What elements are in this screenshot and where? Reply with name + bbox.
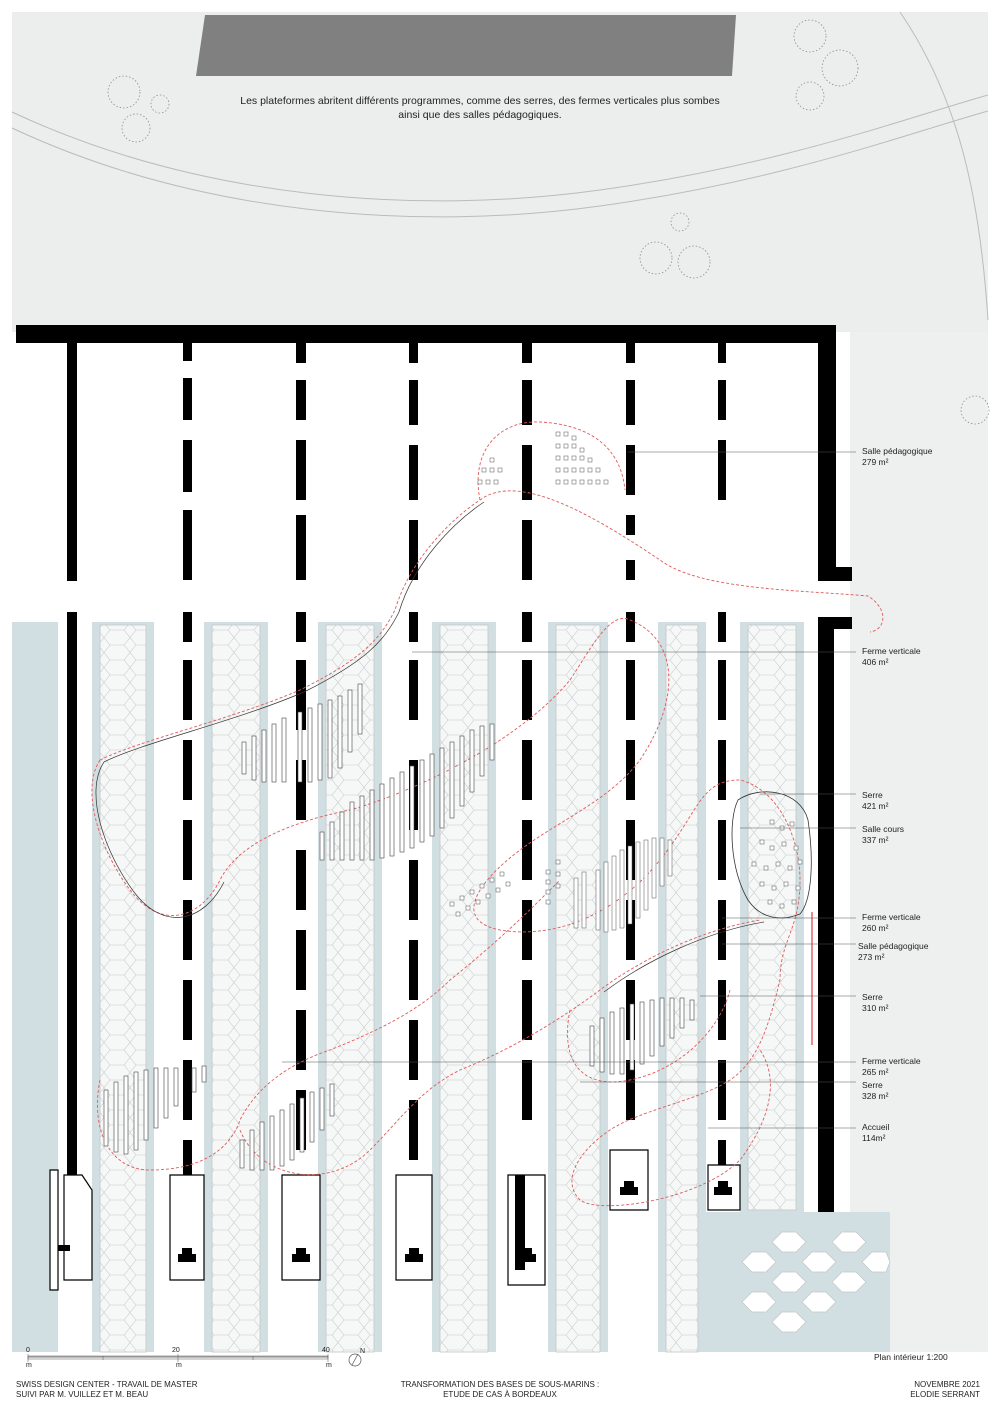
- scale-unit-0: m: [26, 1362, 32, 1369]
- label-area: 310 m²: [862, 1002, 889, 1013]
- plan-scale-title: Plan intérieur 1:200: [874, 1352, 948, 1362]
- footer-supervisors: SUIVI PAR M. VUILLEZ ET M. BEAU: [16, 1390, 149, 1399]
- pier-end-marks: [58, 1175, 732, 1270]
- scale-tick-20: 20: [172, 1347, 180, 1354]
- label-name: Ferme verticale: [862, 912, 921, 922]
- north-label: N: [360, 1348, 366, 1355]
- scale-unit-40: m: [326, 1362, 332, 1369]
- footer-project-subtitle: ETUDE DE CAS À BORDEAUX: [443, 1390, 557, 1399]
- footer-date: NOVEMBRE 2021: [914, 1380, 980, 1389]
- label-area: 279 m²: [862, 456, 889, 467]
- label-name: Salle cours: [862, 824, 905, 834]
- neighbouring-building: [196, 15, 736, 76]
- footer-left: [16, 1380, 198, 1400]
- label-name: Ferme verticale: [862, 646, 921, 656]
- label-name: Ferme verticale: [862, 1056, 921, 1066]
- label-ferme-verticale-3: [862, 1056, 921, 1077]
- footer-right: [910, 1380, 980, 1400]
- intro-text: Les plateformes abritent différents programmes, comme des serres, des fermes verticales plus sombes ainsi que des salles pédagogiques.: [240, 95, 720, 121]
- footer-center: [330, 1380, 670, 1400]
- label-area: 406 m²: [862, 656, 889, 667]
- scale-bar: [28, 1354, 361, 1366]
- site-line: [900, 12, 988, 320]
- footer-author: ELODIE SERRANT: [910, 1390, 980, 1399]
- label-area: 273 m²: [858, 951, 885, 962]
- label-name: Salle pédagogique: [858, 941, 929, 951]
- label-name: Serre: [862, 790, 883, 800]
- label-area: 421 m²: [862, 800, 889, 811]
- label-area: 265 m²: [862, 1066, 889, 1077]
- site-line: [12, 111, 988, 217]
- trees: [108, 20, 989, 424]
- scale-tick-40: 40: [322, 1347, 330, 1354]
- label-area: 114m²: [862, 1132, 886, 1143]
- label-serre-2: [862, 992, 888, 1013]
- footer-project-title: TRANSFORMATION DES BASES DE SOUS-MARINS :: [400, 1380, 600, 1389]
- label-salle-pedagogique-1: [862, 446, 932, 467]
- label-name: Accueil: [862, 1122, 890, 1132]
- label-accueil: [862, 1122, 889, 1143]
- footer-school: SWISS DESIGN CENTER - TRAVAIL DE MASTER: [16, 1380, 198, 1389]
- label-ferme-verticale-1: [862, 646, 921, 667]
- label-area: 260 m²: [862, 922, 889, 933]
- label-area: 328 m²: [862, 1090, 889, 1101]
- label-salle-pedagogique-2: [858, 941, 928, 962]
- label-name: Salle pédagogique: [862, 446, 933, 456]
- label-area: 337 m²: [862, 834, 889, 845]
- scale-tick-0: 0: [26, 1347, 30, 1354]
- label-salle-cours: [862, 824, 904, 845]
- label-serre-1: [862, 790, 888, 811]
- label-serre-3: [862, 1080, 888, 1101]
- label-name: Serre: [862, 1080, 883, 1090]
- scale-unit-20: m: [176, 1362, 182, 1369]
- label-ferme-verticale-2: [862, 912, 921, 933]
- label-name: Serre: [862, 992, 883, 1002]
